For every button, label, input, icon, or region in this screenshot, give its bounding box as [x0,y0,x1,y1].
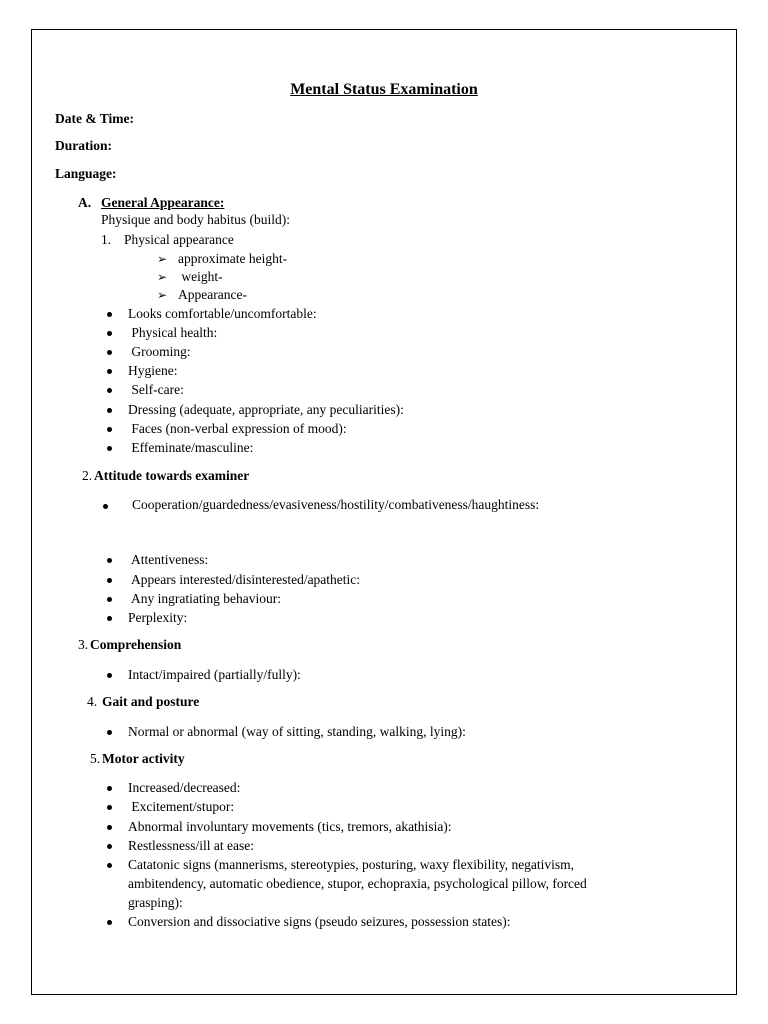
section-a-intro: Physique and body habitus (build): [101,212,290,227]
arrow-bullet-icon: ➢ [157,288,168,302]
bullet-icon [107,673,112,678]
list-item: Excitement/stupor: [128,799,235,814]
bullet-icon [107,350,112,355]
bullet-icon [107,558,112,563]
catatonic-line: ambitendency, automatic obedience, stupor, echopraxia, psychological pillow, forced [128,876,587,891]
bullet-icon [107,578,112,583]
bullet-icon [107,863,112,868]
section-4-heading: Gait and posture [102,694,200,709]
list-item: Dressing (adequate, appropriate, any peculiarities): [128,402,404,417]
catatonic-line: Catatonic signs (mannerisms, stereotypies, posturing, waxy flexibility, negativism, [128,857,575,872]
list-item: Appears interested/disinterested/apathetic: [131,572,361,587]
language-label: Language: [55,166,117,181]
bullet-icon [107,597,112,602]
list-item: Hygiene: [128,363,178,378]
bullet-icon [107,312,112,317]
section-5-heading: Motor activity [102,751,185,766]
section-a-sub-marker: 1. [101,232,112,247]
bullet-icon [107,730,112,735]
list-item: Any ingratiating behaviour: [131,591,281,606]
bullet-icon [107,844,112,849]
section-2-marker: 2. [82,468,93,483]
bullet-icon [107,408,112,413]
list-item: Grooming: [128,344,191,359]
list-item: Intact/impaired (partially/fully): [128,667,301,682]
section-a-sub-heading: Physical appearance [124,232,234,247]
section-a-marker: A. [78,195,92,210]
duration-label: Duration: [55,138,112,153]
list-item: Physical health: [128,325,218,340]
arrow-bullet-icon: ➢ [157,270,168,284]
bullet-icon [107,331,112,336]
bullet-icon [107,446,112,451]
section-4-marker: 4. [87,694,101,709]
bullet-icon [107,369,112,374]
list-item: Normal or abnormal (way of sitting, standing, walking, lying): [128,724,466,739]
date-time-label: Date & Time: [55,111,134,126]
list-item: Faces (non-verbal expression of mood): [128,421,347,436]
arrow-item: approximate height- [178,251,288,266]
section-3-heading: Comprehension [90,637,182,652]
bullet-icon [107,825,112,830]
list-item: Cooperation/guardedness/evasiveness/hostility/combativeness/haughtiness: [132,497,540,512]
bullet-icon [107,427,112,432]
bullet-icon [107,616,112,621]
list-item: Looks comfortable/uncomfortable: [128,306,317,321]
catatonic-line: grasping): [128,895,183,910]
bullet-icon [107,920,112,925]
arrow-item: weight- [178,269,223,284]
list-item: Perplexity: [128,610,188,625]
list-item: Effeminate/masculine: [128,440,254,455]
bullet-icon [107,388,112,393]
bullet-icon [103,504,108,509]
list-item: Increased/decreased: [128,780,241,795]
bullet-icon [107,786,112,791]
arrow-item: Appearance- [178,287,247,302]
page-title: Mental Status Examination [290,81,478,98]
list-item: Self-care: [128,382,184,397]
section-a-heading: General Appearance: [101,195,225,210]
list-item: Conversion and dissociative signs (pseudo seizures, possession states): [128,914,511,929]
list-item: Restlessness/ill at ease: [128,838,254,853]
list-item: Attentiveness: [131,552,209,567]
bullet-icon [107,805,112,810]
section-5-marker: 5. [90,751,101,766]
section-2-heading: Attitude towards examiner [94,468,250,483]
arrow-bullet-icon: ➢ [157,252,168,266]
section-3-marker: 3. [78,637,89,652]
list-item: Abnormal involuntary movements (tics, tremors, akathisia): [128,819,452,834]
